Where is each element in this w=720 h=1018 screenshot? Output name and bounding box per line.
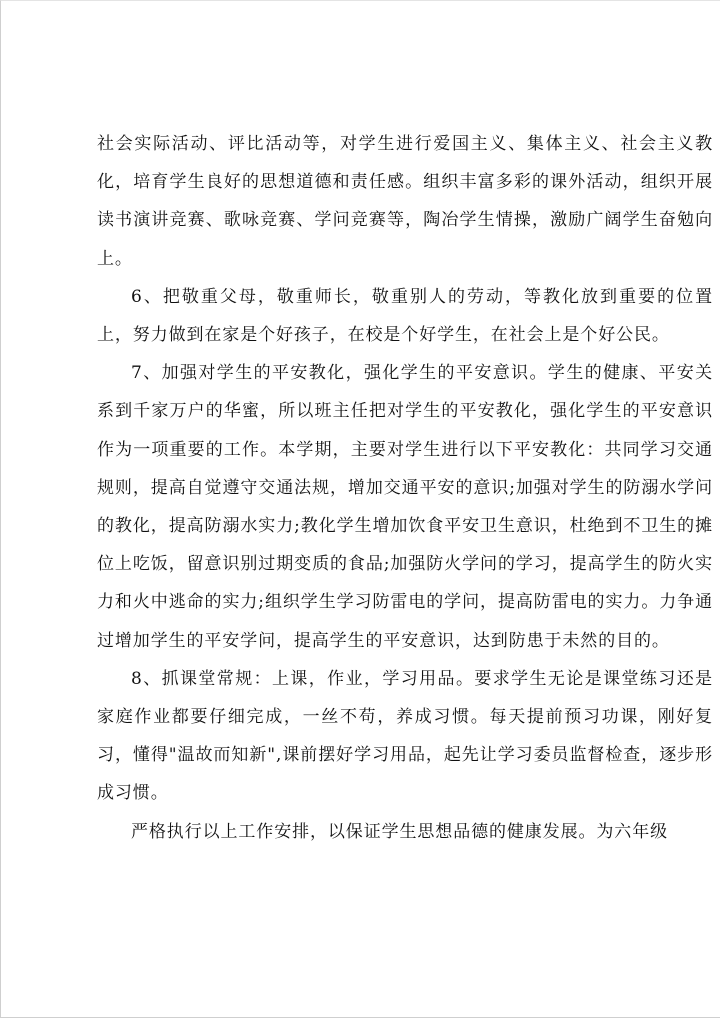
- paragraph-3: 7、加强对学生的平安教化，强化学生的平安意识。学生的健康、平安关系到千家万户的华蜜，所以班主任把对学生的平安教化，强化学生的平安意识作为一项重要的工作。本学期，主要对学生进行以下平安教化：共同学习交通规则，提高自觉遵守交通法规，增加交通平安的意识;加强对学生的防溺水学问的教化，提高防溺水实力;教化学生增加饮食平安卫生意识，杜绝到不卫生的摊位上吃饭，留意识别过期变质的食品;加强防火学问的学习，提高学生的防火实力和火中逃命的实力;组织学生学习防雷电的学问，提高防雷电的实力。力争通过增加学生的平安学问，提高学生的平安意识，达到防患于未然的目的。: [97, 363, 713, 651]
- paragraph-1: 社会实际活动、评比活动等，对学生进行爱国主义、集体主义、社会主义教化，培育学生良好的思想道德和责任感。组织丰富多彩的课外活动，组织开展读书演讲竞赛、歌咏竞赛、学问竞赛等，陶冶学生情操，激励广阔学生奋勉向上。: [97, 134, 713, 269]
- paragraph-5: 严格执行以上工作安排，以保证学生思想品德的健康发展。为六年级: [131, 821, 668, 842]
- paragraph-4: 8、抓课堂常规：上课，作业，学习用品。要求学生无论是课堂练习还是家庭作业都要仔细完成，一丝不苟，养成习惯。每天提前预习功课，刚好复习，懂得"温故而知新",课前摆好学习用品，起先让学习委员监督检查，逐步形成习惯。: [97, 668, 713, 804]
- paragraph-2: 6、把敬重父母，敬重师长，敬重别人的劳动，等教化放到重要的位置上，努力做到在家是个好孩子，在校是个好学生，在社会上是个好公民。: [97, 286, 713, 346]
- document-body: [97, 125, 713, 851]
